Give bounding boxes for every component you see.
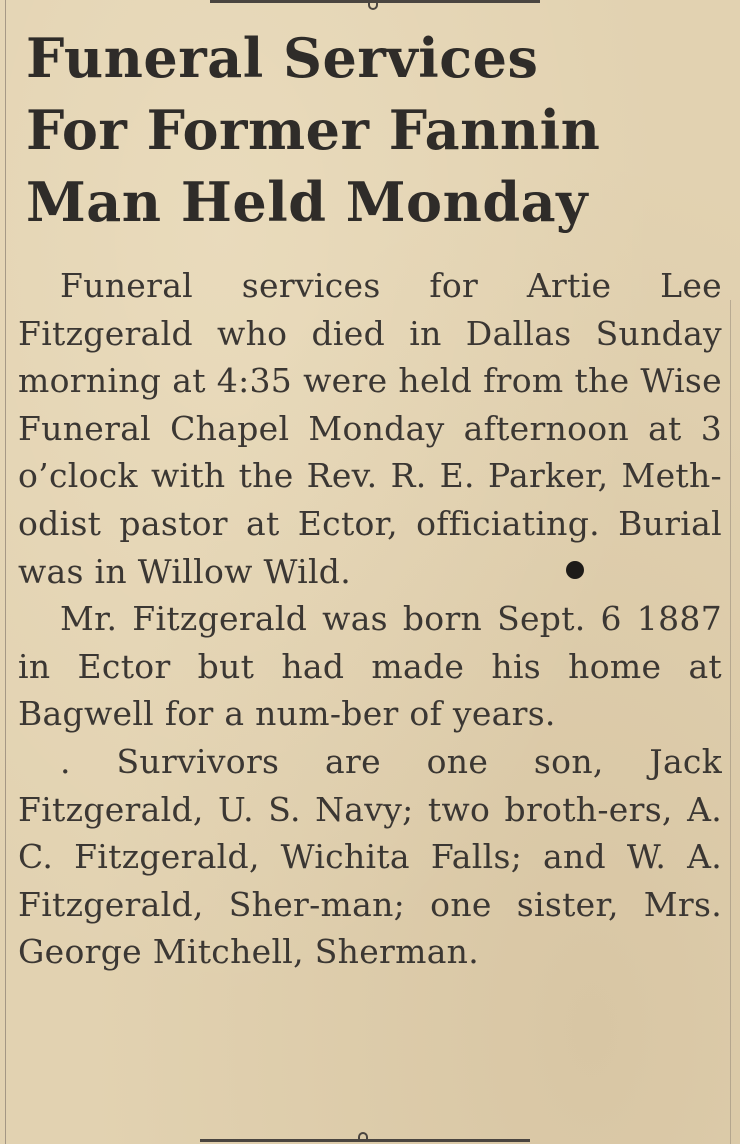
top-ornament-knob <box>368 0 378 10</box>
column-rule-right <box>730 300 731 1144</box>
headline <box>26 22 716 238</box>
paragraph-services: Funeral services for Artie Lee Fitzgerald who died in Dallas Sunday morning at 4:35 were held from the Wise Funeral Chapel Monday afternoon at 3 o’clock with the Rev. R. E. Parker, Meth-odist pastor at Ector, officiating. Burial was in Willow Wild. <box>18 266 722 591</box>
ink-blot <box>566 561 584 579</box>
bottom-ornament-knob <box>358 1132 368 1140</box>
paragraph-biography: Mr. Fitzgerald was born Sept. 6 1887 in Ector but had made his home at Bagwell for a num-ber of years. <box>18 599 722 734</box>
column-rule-left <box>5 0 6 1144</box>
article-body <box>18 262 722 976</box>
headline-line-1: Funeral Services <box>26 26 539 90</box>
paragraph-survivors: . Survivors are one son, Jack Fitzgerald, U. S. Navy; two broth-ers, A. C. Fitzgerald, Wichita Falls; and W. A. Fitzgerald, Sher-man; one sister, Mrs. George Mitchell, Sherman. <box>18 741 722 972</box>
headline-line-3: Man Held Monday <box>26 170 588 234</box>
headline-line-2: For Former Fannin <box>26 98 601 162</box>
